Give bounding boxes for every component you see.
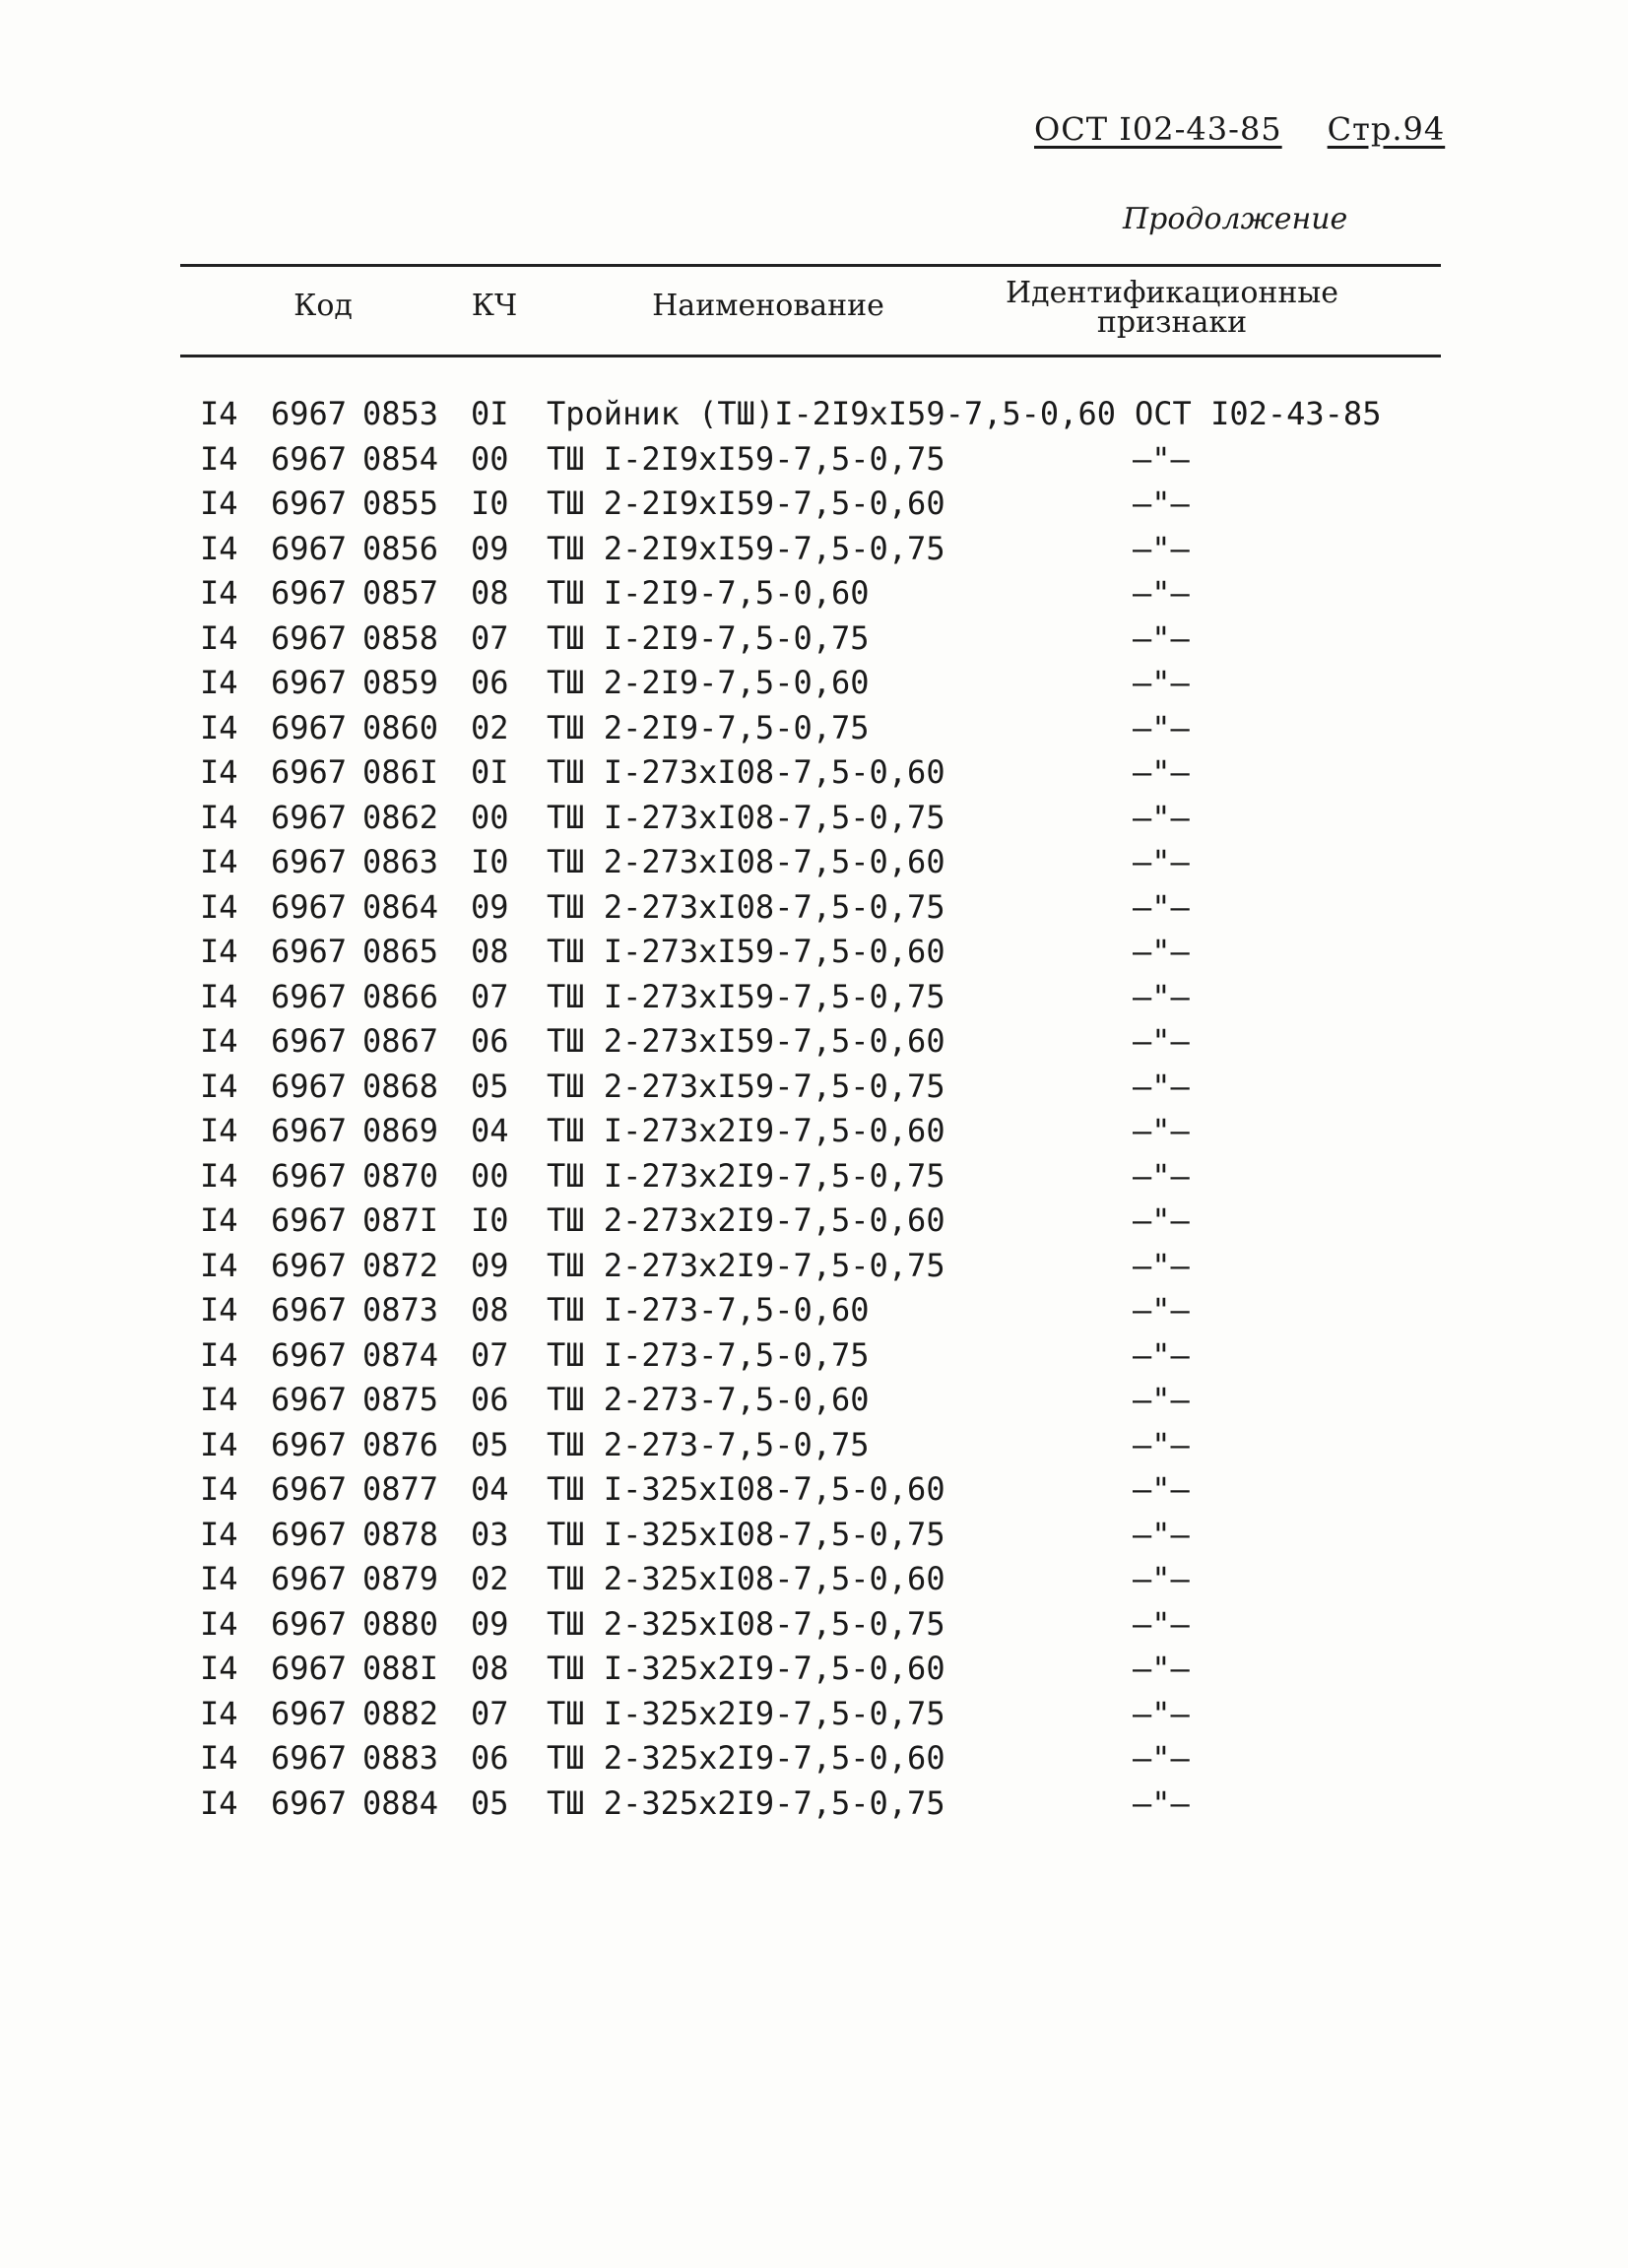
row-group-code: 6967 <box>271 798 348 836</box>
row-name: ТШ 2-2I9-7,5-0,60 <box>547 664 870 701</box>
row-item-number: 0882 <box>362 1694 439 1732</box>
row-item-number: 0883 <box>362 1739 439 1777</box>
table-top-rule <box>180 264 1441 267</box>
table-row <box>0 1333 1628 1379</box>
row-control-number: 00 <box>471 439 509 478</box>
row-control-number: 06 <box>471 664 509 701</box>
row-class-code: I4 <box>200 1694 238 1732</box>
row-group-code: 6967 <box>271 753 348 791</box>
table-body <box>0 392 1628 1826</box>
row-ident: –"– <box>1133 1515 1190 1553</box>
row-name: ТШ I-325x2I9-7,5-0,60 <box>547 1650 945 1687</box>
row-group-code: 6967 <box>271 485 348 522</box>
row-name: ТШ I-273x2I9-7,5-0,75 <box>547 1156 945 1195</box>
row-control-number: I0 <box>471 843 509 880</box>
table-row <box>0 1692 1628 1737</box>
row-ident: –"– <box>1133 708 1190 746</box>
row-ident: –"– <box>1133 933 1190 970</box>
row-control-number: 06 <box>471 1022 509 1060</box>
row-name: ТШ 2-2I9-7,5-0,75 <box>547 708 870 746</box>
row-group-code: 6967 <box>271 1783 348 1822</box>
row-name: ТШ 2-273xI08-7,5-0,60 <box>547 843 945 880</box>
row-name: ТШ I-273-7,5-0,60 <box>547 1291 870 1328</box>
row-class-code: I4 <box>200 529 238 567</box>
row-name: ТШ 2-325x2I9-7,5-0,75 <box>547 1783 945 1822</box>
row-class-code: I4 <box>200 1470 238 1508</box>
row-ident: –"– <box>1133 485 1190 522</box>
row-name: ТШ 2-2I9xI59-7,5-0,75 <box>547 529 945 567</box>
row-ident: –"– <box>1133 1739 1190 1777</box>
row-item-number: 086I <box>362 753 439 791</box>
row-name: ТШ I-273xI59-7,5-0,60 <box>547 933 945 970</box>
row-item-number: 0877 <box>362 1470 439 1508</box>
row-control-number: 02 <box>471 708 509 746</box>
row-item-number: 0876 <box>362 1425 439 1463</box>
row-name: ТШ 2-325xI08-7,5-0,60 <box>547 1560 945 1597</box>
table-row <box>0 706 1628 751</box>
row-class-code: I4 <box>200 1739 238 1777</box>
row-class-code: I4 <box>200 977 238 1015</box>
table-row <box>0 1782 1628 1827</box>
row-name: ТШ 2-273xI59-7,5-0,60 <box>547 1022 945 1060</box>
row-class-code: I4 <box>200 1604 238 1643</box>
column-header-name: Наименование <box>652 289 884 323</box>
row-class-code: I4 <box>200 1201 238 1239</box>
row-name: ТШ 2-273x2I9-7,5-0,75 <box>547 1246 945 1284</box>
row-control-number: 07 <box>471 1694 509 1732</box>
row-group-code: 6967 <box>271 664 348 701</box>
table-row <box>0 1736 1628 1782</box>
table-row <box>0 571 1628 616</box>
column-header-kch: КЧ <box>471 289 518 323</box>
row-item-number: 0853 <box>362 395 439 432</box>
row-control-number: 07 <box>471 618 509 657</box>
row-group-code: 6967 <box>271 574 348 612</box>
row-class-code: I4 <box>200 395 238 432</box>
row-class-code: I4 <box>200 1381 238 1418</box>
row-item-number: 0858 <box>362 618 439 657</box>
table-row <box>0 975 1628 1020</box>
row-class-code: I4 <box>200 1560 238 1597</box>
row-name: ТШ 2-325xI08-7,5-0,75 <box>547 1604 945 1643</box>
row-item-number: 0864 <box>362 887 439 926</box>
row-group-code: 6967 <box>271 1560 348 1597</box>
row-ident: –"– <box>1133 529 1190 567</box>
table-row <box>0 527 1628 572</box>
row-class-code: I4 <box>200 1515 238 1553</box>
row-group-code: 6967 <box>271 1067 348 1105</box>
row-item-number: 0855 <box>362 485 439 522</box>
row-control-number: 08 <box>471 933 509 970</box>
row-group-code: 6967 <box>271 1246 348 1284</box>
row-ident: ОСТ I02-43-85 <box>1135 395 1382 432</box>
row-control-number: 05 <box>471 1425 509 1463</box>
table-row <box>0 1065 1628 1110</box>
row-group-code: 6967 <box>271 529 348 567</box>
row-class-code: I4 <box>200 1156 238 1195</box>
row-control-number: 09 <box>471 887 509 926</box>
row-control-number: 07 <box>471 1335 509 1374</box>
row-control-number: 04 <box>471 1112 509 1149</box>
row-ident: –"– <box>1133 1650 1190 1687</box>
row-item-number: 0874 <box>362 1335 439 1374</box>
row-control-number: 09 <box>471 529 509 567</box>
table-row <box>0 1647 1628 1692</box>
row-ident: –"– <box>1133 798 1190 836</box>
row-control-number: 06 <box>471 1739 509 1777</box>
row-ident: –"– <box>1133 1156 1190 1195</box>
row-control-number: 00 <box>471 1156 509 1195</box>
row-class-code: I4 <box>200 574 238 612</box>
row-control-number: 0I <box>471 395 509 432</box>
row-name: ТШ I-2I9-7,5-0,60 <box>547 574 870 612</box>
row-item-number: 0856 <box>362 529 439 567</box>
table-row <box>0 1557 1628 1602</box>
table-row <box>0 750 1628 796</box>
row-ident: –"– <box>1133 1470 1190 1508</box>
row-group-code: 6967 <box>271 1650 348 1687</box>
row-class-code: I4 <box>200 1291 238 1328</box>
row-class-code: I4 <box>200 843 238 880</box>
row-ident: –"– <box>1133 1246 1190 1284</box>
row-ident: –"– <box>1133 1425 1190 1463</box>
row-name: ТШ 2-273x2I9-7,5-0,60 <box>547 1201 945 1239</box>
row-class-code: I4 <box>200 1112 238 1149</box>
row-name: ТШ I-273xI08-7,5-0,75 <box>547 798 945 836</box>
table-row <box>0 1467 1628 1513</box>
row-group-code: 6967 <box>271 1425 348 1463</box>
row-class-code: I4 <box>200 1022 238 1060</box>
row-ident: –"– <box>1133 664 1190 701</box>
table-row <box>0 840 1628 885</box>
row-name: ТШ 2-2I9xI59-7,5-0,60 <box>547 485 945 522</box>
row-class-code: I4 <box>200 439 238 478</box>
continuation-label: Продолжение <box>1123 202 1348 236</box>
row-name: ТШ 2-273-7,5-0,75 <box>547 1425 870 1463</box>
row-control-number: 08 <box>471 1291 509 1328</box>
table-row <box>0 1199 1628 1244</box>
table-row <box>0 1244 1628 1289</box>
row-item-number: 0870 <box>362 1156 439 1195</box>
row-item-number: 0859 <box>362 664 439 701</box>
row-control-number: 07 <box>471 977 509 1015</box>
row-group-code: 6967 <box>271 439 348 478</box>
row-item-number: 0872 <box>362 1246 439 1284</box>
row-ident: –"– <box>1133 1201 1190 1239</box>
row-class-code: I4 <box>200 1650 238 1687</box>
table-row <box>0 392 1628 437</box>
row-class-code: I4 <box>200 1246 238 1284</box>
row-item-number: 087I <box>362 1201 439 1239</box>
table-row <box>0 1513 1628 1558</box>
row-name: ТШ I-325xI08-7,5-0,60 <box>547 1470 945 1508</box>
table-row <box>0 1109 1628 1154</box>
table-row <box>0 661 1628 706</box>
row-group-code: 6967 <box>271 1604 348 1643</box>
row-class-code: I4 <box>200 753 238 791</box>
row-name: ТШ I-273x2I9-7,5-0,60 <box>547 1112 945 1149</box>
row-control-number: 09 <box>471 1604 509 1643</box>
row-name: ТШ 2-273xI08-7,5-0,75 <box>547 887 945 926</box>
row-class-code: I4 <box>200 1335 238 1374</box>
row-control-number: 0I <box>471 753 509 791</box>
table-row <box>0 1288 1628 1333</box>
row-item-number: 0867 <box>362 1022 439 1060</box>
row-class-code: I4 <box>200 1783 238 1822</box>
row-class-code: I4 <box>200 798 238 836</box>
row-ident: –"– <box>1133 1560 1190 1597</box>
table-row <box>0 482 1628 527</box>
row-name: Тройник (ТШ)I-2I9xI59-7,5-0,60 <box>547 395 1116 432</box>
column-header-ident <box>1005 276 1339 340</box>
row-control-number: 04 <box>471 1470 509 1508</box>
row-item-number: 0860 <box>362 708 439 746</box>
row-item-number: 0866 <box>362 977 439 1015</box>
row-group-code: 6967 <box>271 1515 348 1553</box>
row-item-number: 0865 <box>362 933 439 970</box>
row-item-number: 0875 <box>362 1381 439 1418</box>
row-control-number: 08 <box>471 1650 509 1687</box>
row-item-number: 0880 <box>362 1604 439 1643</box>
row-group-code: 6967 <box>271 1381 348 1418</box>
row-name: ТШ I-273xI59-7,5-0,75 <box>547 977 945 1015</box>
row-name: ТШ 2-273-7,5-0,60 <box>547 1381 870 1418</box>
row-item-number: 0869 <box>362 1112 439 1149</box>
table-row <box>0 616 1628 662</box>
row-item-number: 0878 <box>362 1515 439 1553</box>
row-name: ТШ I-273xI08-7,5-0,60 <box>547 753 945 791</box>
row-item-number: 0862 <box>362 798 439 836</box>
row-name: ТШ I-2I9xI59-7,5-0,75 <box>547 439 945 478</box>
row-control-number: I0 <box>471 485 509 522</box>
table-row <box>0 1019 1628 1065</box>
row-ident: –"– <box>1133 439 1190 478</box>
row-group-code: 6967 <box>271 618 348 657</box>
row-ident: –"– <box>1133 1381 1190 1418</box>
row-group-code: 6967 <box>271 933 348 970</box>
row-class-code: I4 <box>200 708 238 746</box>
row-class-code: I4 <box>200 933 238 970</box>
row-ident: –"– <box>1133 1291 1190 1328</box>
row-item-number: 0854 <box>362 439 439 478</box>
row-control-number: 08 <box>471 574 509 612</box>
row-control-number: 06 <box>471 1381 509 1418</box>
row-class-code: I4 <box>200 1425 238 1463</box>
row-ident: –"– <box>1133 1112 1190 1149</box>
row-item-number: 0873 <box>362 1291 439 1328</box>
table-row <box>0 796 1628 841</box>
row-name: ТШ I-325x2I9-7,5-0,75 <box>547 1694 945 1732</box>
row-item-number: 0884 <box>362 1783 439 1822</box>
row-name: ТШ I-325xI08-7,5-0,75 <box>547 1515 945 1553</box>
table-row <box>0 1423 1628 1468</box>
row-ident: –"– <box>1133 753 1190 791</box>
row-class-code: I4 <box>200 664 238 701</box>
table-row <box>0 930 1628 975</box>
row-group-code: 6967 <box>271 977 348 1015</box>
row-control-number: 05 <box>471 1067 509 1105</box>
row-ident: –"– <box>1133 1335 1190 1374</box>
row-control-number: 03 <box>471 1515 509 1553</box>
row-ident: –"– <box>1133 887 1190 926</box>
page-header <box>1034 110 1448 148</box>
row-class-code: I4 <box>200 618 238 657</box>
row-ident: –"– <box>1133 1067 1190 1105</box>
row-name: ТШ I-2I9-7,5-0,75 <box>547 618 870 657</box>
row-item-number: 0857 <box>362 574 439 612</box>
table-row <box>0 1154 1628 1199</box>
row-ident: –"– <box>1133 574 1190 612</box>
column-header-ident-line2: признаки <box>1096 305 1248 340</box>
row-item-number: 0868 <box>362 1067 439 1105</box>
row-item-number: 0863 <box>362 843 439 880</box>
row-ident: –"– <box>1133 977 1190 1015</box>
table-row <box>0 1602 1628 1648</box>
row-ident: –"– <box>1133 1604 1190 1643</box>
row-class-code: I4 <box>200 887 238 926</box>
row-name: ТШ 2-325x2I9-7,5-0,60 <box>547 1739 945 1777</box>
row-group-code: 6967 <box>271 1201 348 1239</box>
page-number: Стр.94 <box>1327 110 1446 148</box>
row-group-code: 6967 <box>271 1022 348 1060</box>
standard-number: ОСТ I02-43-85 <box>1034 110 1282 148</box>
row-ident: –"– <box>1133 1783 1190 1822</box>
row-control-number: 02 <box>471 1560 509 1597</box>
table-row <box>0 885 1628 931</box>
row-group-code: 6967 <box>271 708 348 746</box>
row-ident: –"– <box>1133 1694 1190 1732</box>
row-control-number: 05 <box>471 1783 509 1822</box>
row-item-number: 0879 <box>362 1560 439 1597</box>
row-group-code: 6967 <box>271 843 348 880</box>
row-group-code: 6967 <box>271 1156 348 1195</box>
row-item-number: 088I <box>362 1650 439 1687</box>
row-ident: –"– <box>1133 618 1190 657</box>
column-header-code: Код <box>293 289 353 323</box>
table-row <box>0 437 1628 483</box>
row-group-code: 6967 <box>271 1739 348 1777</box>
row-group-code: 6967 <box>271 1694 348 1732</box>
row-control-number: 00 <box>471 798 509 836</box>
table-header-rule <box>180 355 1441 357</box>
row-ident: –"– <box>1133 1022 1190 1060</box>
table-row <box>0 1378 1628 1423</box>
row-class-code: I4 <box>200 485 238 522</box>
column-header-ident-line1: Идентификационные <box>1005 276 1339 310</box>
row-group-code: 6967 <box>271 395 348 432</box>
row-group-code: 6967 <box>271 1291 348 1328</box>
row-group-code: 6967 <box>271 1335 348 1374</box>
row-group-code: 6967 <box>271 1470 348 1508</box>
row-group-code: 6967 <box>271 887 348 926</box>
row-class-code: I4 <box>200 1067 238 1105</box>
row-name: ТШ I-273-7,5-0,75 <box>547 1335 870 1374</box>
row-control-number: 09 <box>471 1246 509 1284</box>
row-group-code: 6967 <box>271 1112 348 1149</box>
row-control-number: I0 <box>471 1201 509 1239</box>
row-ident: –"– <box>1133 843 1190 880</box>
row-name: ТШ 2-273xI59-7,5-0,75 <box>547 1067 945 1105</box>
